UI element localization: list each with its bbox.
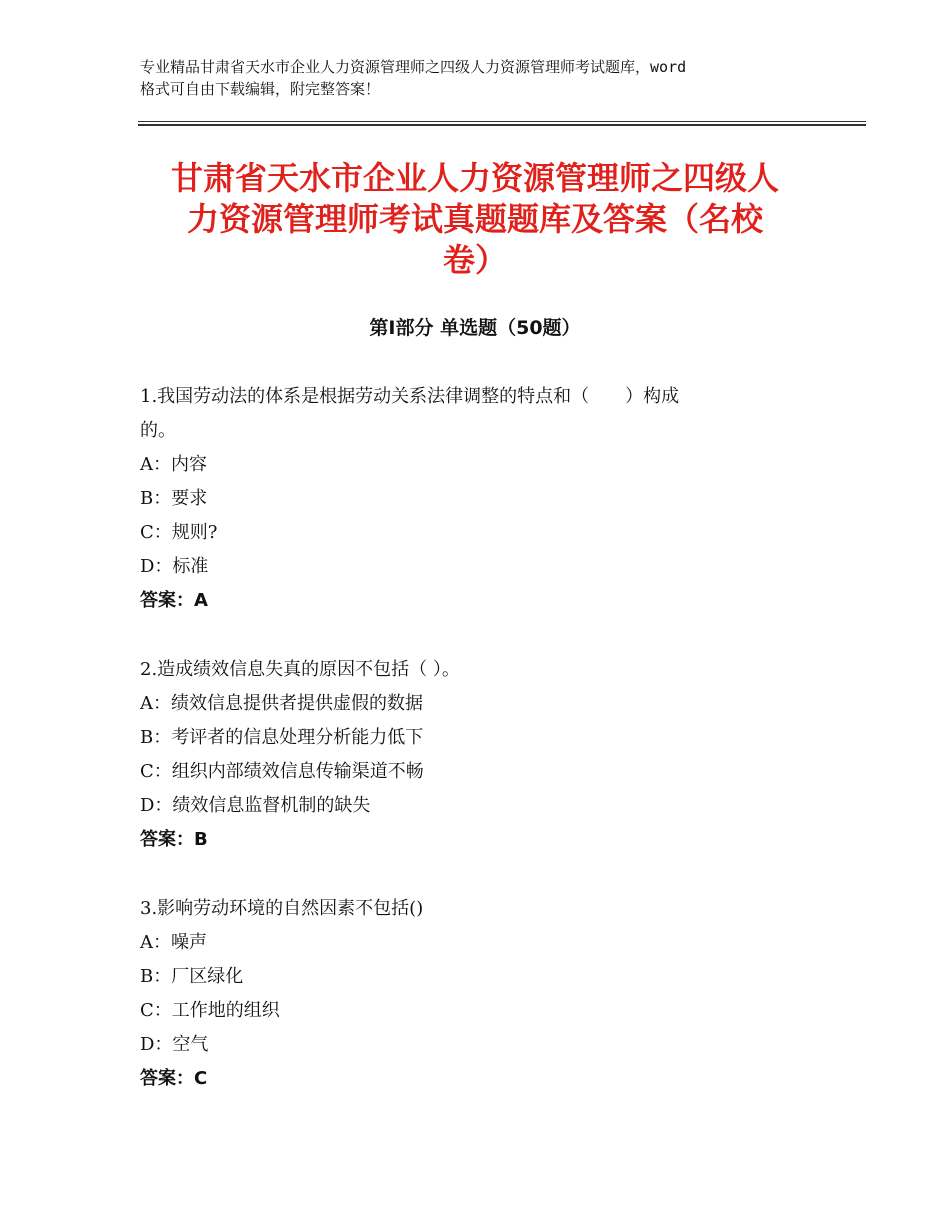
question-3-option-d: D：空气 — [140, 1034, 209, 1055]
header-divider-thick — [138, 124, 866, 126]
question-2-option-c: C：组织内部绩效信息传输渠道不畅 — [140, 761, 424, 782]
question-1-option-a: A：内容 — [140, 454, 207, 475]
header-note-line-1: 专业精品甘肃省天水市企业人力资源管理师之四级人力资源管理师考试题库，word — [140, 58, 687, 76]
document-title — [120, 158, 830, 281]
header-note-line-2: 格式可自由下载编辑，附完整答案！ — [140, 80, 381, 98]
question-1-option-b: B：要求 — [140, 488, 208, 509]
question-2-answer: 答案：B — [140, 829, 208, 850]
header-note — [140, 56, 830, 100]
document-title-line-3: 卷） — [442, 241, 507, 279]
question-1-answer: 答案：A — [140, 590, 208, 611]
question-1-option-d: D：标准 — [140, 556, 209, 577]
question-2-option-b: B：考评者的信息处理分析能力低下 — [140, 727, 424, 748]
question-2-option-a: A：绩效信息提供者提供虚假的数据 — [140, 693, 423, 714]
question-3-option-c: C：工作地的组织 — [140, 1000, 280, 1021]
question-2-option-d: D：绩效信息监督机制的缺失 — [140, 795, 371, 816]
question-3-option-a: A：噪声 — [140, 932, 207, 953]
question-3 — [140, 892, 820, 1096]
question-2-stem: 2.造成绩效信息失真的原因不包括（ ）。 — [140, 659, 460, 680]
question-1-stem-line-1: 1.我国劳动法的体系是根据劳动关系法律调整的特点和（ ）构成 — [140, 386, 680, 407]
question-1-stem-line-2: 的。 — [140, 420, 176, 441]
document-title-line-1: 甘肃省天水市企业人力资源管理师之四级人 — [170, 159, 779, 197]
question-3-option-b: B：厂区绿化 — [140, 966, 244, 987]
header-divider-thin — [138, 121, 866, 122]
question-3-answer: 答案：C — [140, 1068, 208, 1089]
question-2 — [140, 653, 820, 857]
question-3-stem: 3.影响劳动环境的自然因素不包括() — [140, 898, 424, 919]
question-1-option-c: C：规则? — [140, 522, 218, 543]
section-title: 第Ⅰ部分 单选题（50题） — [369, 317, 581, 339]
document-title-line-2: 力资源管理师考试真题题库及答案（名校 — [186, 200, 763, 238]
question-1 — [140, 380, 820, 618]
